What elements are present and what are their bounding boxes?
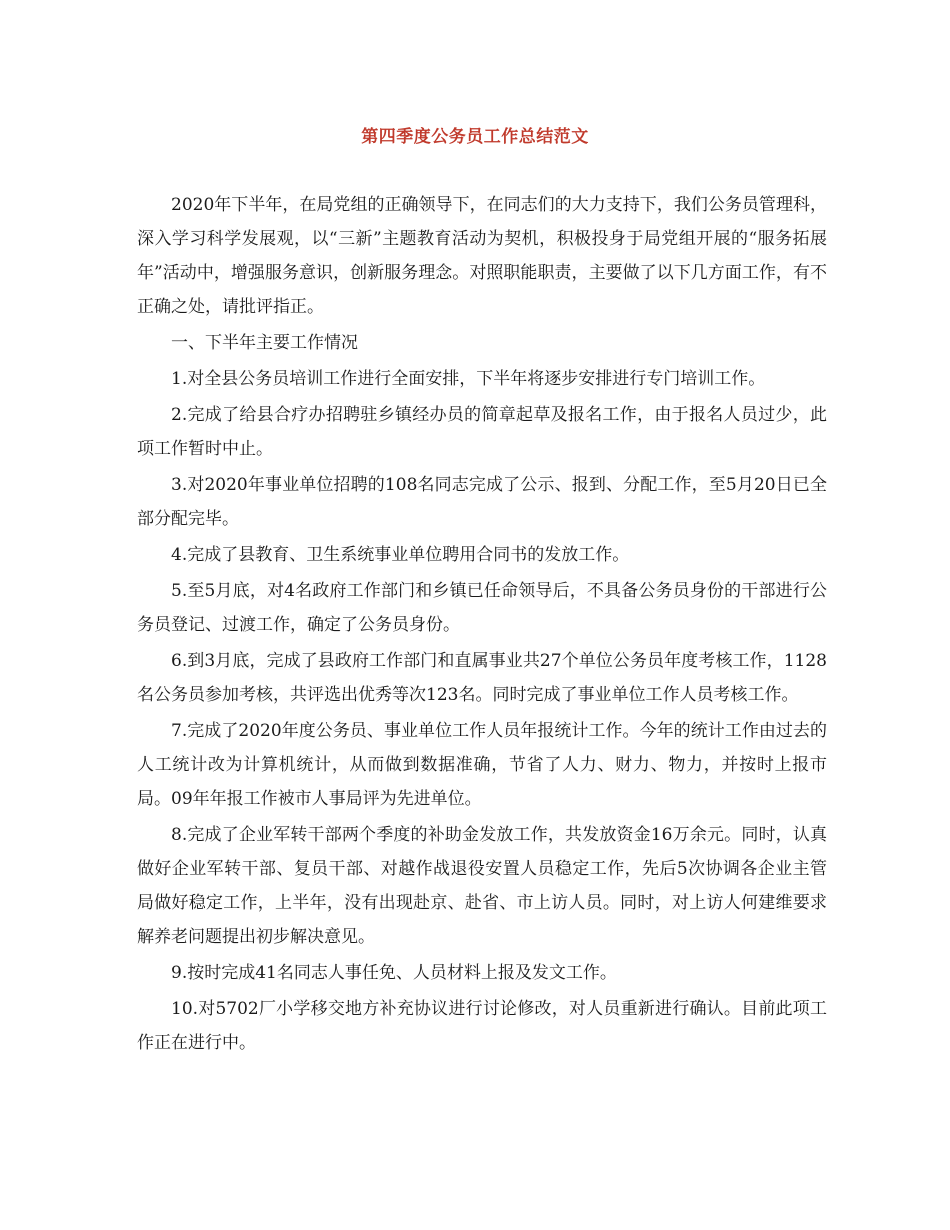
document-title: 第四季度公务员工作总结范文 <box>361 127 589 147</box>
document-body <box>137 188 827 1062</box>
list-item: 1.对全县公务员培训工作进行全面安排，下半年将逐步安排进行专门培训工作。 <box>171 369 766 389</box>
list-item: 5.至5月底，对4名政府工作部门和乡镇已任命领导后，不具备公务员身份的干部进行公务员登记、过渡工作，确定了公务员身份。 <box>137 581 827 635</box>
list-item: 6.到3月底，完成了县政府工作部门和直属事业共27个单位公务员年度考核工作，1128名公务员参加考核，共评选出优秀等次123名。同时完成了事业单位工作人员考核工作。 <box>137 651 827 705</box>
list-item: 7.完成了2020年度公务员、事业单位工作人员年报统计工作。今年的统计工作由过去的人工统计改为计算机统计，从而做到数据准确，节省了人力、财力、物力，并按时上报市局。09年年报工作被市人事局评为先进单位。 <box>137 721 827 809</box>
intro-paragraph: 2020年下半年，在局党组的正确领导下，在同志们的大力支持下，我们公务员管理科，深入学习科学发展观，以“三新”主题教育活动为契机，积极投身于局党组开展的“服务拓展年”活动中，增强服务意识，创新服务理念。对照职能职责，主要做了以下几方面工作，有不正确之处，请批评指正。 <box>137 195 827 317</box>
list-item: 8.完成了企业军转干部两个季度的补助金发放工作，共发放资金16万余元。同时，认真做好企业军转干部、复员干部、对越作战退役安置人员稳定工作，先后5次协调各企业主管局做好稳定工作，上半年，没有出现赴京、赴省、市上访人员。同时，对上访人何建维要求解养老问题提出初步解决意见。 <box>137 825 827 947</box>
list-item: 9.按时完成41名同志人事任免、人员材料上报及发文工作。 <box>171 963 617 983</box>
list-item: 2.完成了给县合疗办招聘驻乡镇经办员的简章起草及报名工作，由于报名人员过少，此项工作暂时中止。 <box>137 405 827 459</box>
list-item: 10.对5702厂小学移交地方补充协议进行讨论修改，对人员重新进行确认。目前此项工作正在进行中。 <box>137 999 827 1053</box>
list-item: 3.对2020年事业单位招聘的108名同志完成了公示、报到、分配工作，至5月20日已全部分配完毕。 <box>137 475 827 529</box>
list-item: 4.完成了县教育、卫生系统事业单位聘用合同书的发放工作。 <box>171 545 630 565</box>
section-heading: 一、下半年主要工作情况 <box>171 333 358 353</box>
